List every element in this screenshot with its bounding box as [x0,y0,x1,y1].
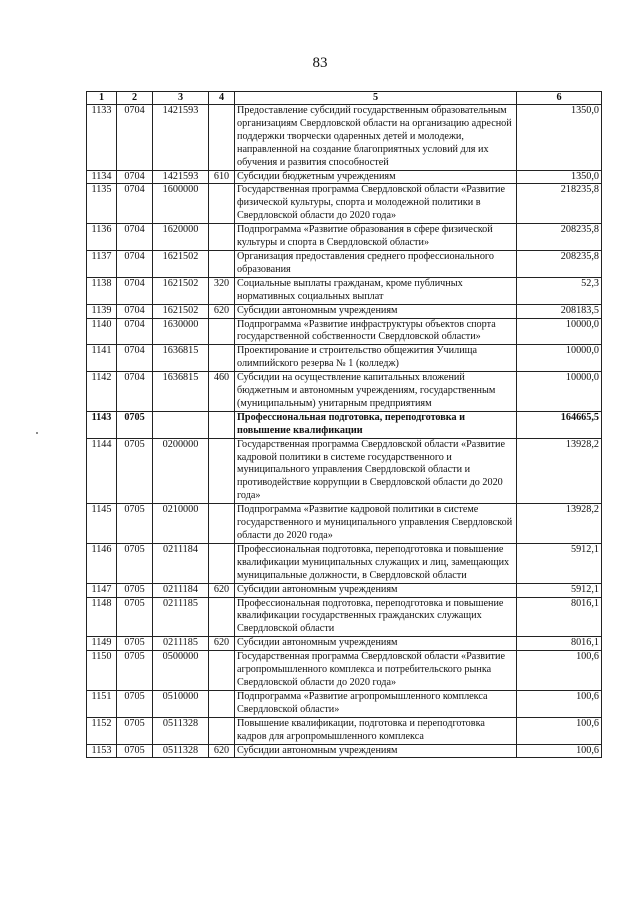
amount: 100,6 [517,690,602,717]
row-number: 1148 [87,597,117,637]
row-number: 1150 [87,651,117,691]
table-header-row [87,92,602,105]
table-body [87,105,602,758]
target-code: 0500000 [153,651,209,691]
amount: 10000,0 [517,372,602,412]
item-name: Подпрограмма «Развитие агропромышленного комплекса Свердловской области» [235,690,517,717]
section-code: 0705 [117,744,153,758]
table-row [87,170,602,184]
row-number: 1138 [87,277,117,304]
amount: 10000,0 [517,318,602,345]
row-number: 1153 [87,744,117,758]
item-name: Организация предоставления среднего профессионального образования [235,250,517,277]
item-name: Государственная программа Свердловской области «Развитие агропромышленного комплекса и потребительского рынка Свердловской области до 2020 года» [235,651,517,691]
expense-type [209,597,235,637]
table-row [87,744,602,758]
table-row [87,637,602,651]
expense-type: 320 [209,277,235,304]
page-number: 83 [312,55,328,71]
target-code: 0210000 [153,504,209,544]
row-number: 1142 [87,372,117,412]
section-code: 0705 [117,411,153,438]
row-number: 1137 [87,250,117,277]
target-code: 1421593 [153,105,209,171]
expense-type [209,543,235,583]
row-number: 1152 [87,717,117,744]
expense-type [209,651,235,691]
header-col-1: 1 [87,92,117,105]
section-code: 0704 [117,345,153,372]
section-code: 0704 [117,184,153,224]
section-code: 0704 [117,372,153,412]
expense-type: 610 [209,170,235,184]
item-name: Предоставление субсидий государственным образовательным организациям Свердловской области на организацию адресной поддержки творчески одаренных детей и молодежи, направленной на создание благоприятных условий для их обучения и развития способностей [235,105,517,171]
item-name: Субсидии автономным учреждениям [235,583,517,597]
item-name: Субсидии автономным учреждениям [235,304,517,318]
expense-type [209,345,235,372]
table-row [87,277,602,304]
amount: 10000,0 [517,345,602,372]
table-row [87,318,602,345]
header-col-3: 3 [153,92,209,105]
table-row [87,504,602,544]
row-number: 1144 [87,438,117,504]
item-name: Подпрограмма «Развитие инфраструктуры объектов спорта государственной собственности Свердловской области» [235,318,517,345]
table-row [87,651,602,691]
row-number: 1135 [87,184,117,224]
header-col-4: 4 [209,92,235,105]
item-name: Субсидии на осуществление капитальных вложений бюджетным и автономным учреждениям, государственным (муниципальным) унитарным предприятиям [235,372,517,412]
header-col-6: 6 [517,92,602,105]
expense-type [209,717,235,744]
target-code: 0211184 [153,583,209,597]
amount: 1350,0 [517,105,602,171]
section-code: 0704 [117,170,153,184]
row-number: 1141 [87,345,117,372]
expense-type: 620 [209,583,235,597]
target-code: 1620000 [153,224,209,251]
row-number: 1139 [87,304,117,318]
section-code: 0705 [117,583,153,597]
section-code: 0705 [117,597,153,637]
expense-type: 620 [209,744,235,758]
header-col-5: 5 [235,92,517,105]
row-number: 1136 [87,224,117,251]
budget-table [86,91,602,758]
item-name: Субсидии бюджетным учреждениям [235,170,517,184]
table-row [87,543,602,583]
item-name: Подпрограмма «Развитие образования в сфере физической культуры и спорта в Свердловской области» [235,224,517,251]
amount: 13928,2 [517,438,602,504]
amount: 100,6 [517,651,602,691]
row-number: 1149 [87,637,117,651]
item-name: Социальные выплаты гражданам, кроме публичных нормативных социальных выплат [235,277,517,304]
amount: 5912,1 [517,583,602,597]
item-name: Субсидии автономным учреждениям [235,744,517,758]
item-name: Государственная программа Свердловской области «Развитие кадровой политики в системе государственного и муниципального управления Свердловской области и противодействие коррупции в Свердловской области до 2020 года» [235,438,517,504]
expense-type [209,250,235,277]
section-code: 0705 [117,637,153,651]
expense-type: 460 [209,372,235,412]
expense-type [209,318,235,345]
target-code: 1630000 [153,318,209,345]
target-code: 1621502 [153,277,209,304]
amount: 208183,5 [517,304,602,318]
target-code: 1621502 [153,250,209,277]
target-code: 0211185 [153,597,209,637]
target-code: 1600000 [153,184,209,224]
expense-type [209,411,235,438]
table-row [87,690,602,717]
target-code: 1636815 [153,345,209,372]
expense-type [209,224,235,251]
table-row [87,184,602,224]
item-name: Профессиональная подготовка, переподготовка и повышение квалификации муниципальных служащих и лиц, замещающих муниципальные должности, в Свердловской области [235,543,517,583]
amount: 1350,0 [517,170,602,184]
target-code: 1636815 [153,372,209,412]
item-name: Профессиональная подготовка, переподготовка и повышение квалификации [235,411,517,438]
amount: 208235,8 [517,224,602,251]
target-code: 1421593 [153,170,209,184]
amount: 164665,5 [517,411,602,438]
expense-type [209,690,235,717]
row-number: 1146 [87,543,117,583]
section-code: 0704 [117,105,153,171]
row-number: 1143 [87,411,117,438]
amount: 100,6 [517,717,602,744]
amount: 8016,1 [517,637,602,651]
section-code: 0704 [117,304,153,318]
table-row [87,597,602,637]
amount: 8016,1 [517,597,602,637]
table-row [87,105,602,171]
table-row [87,372,602,412]
item-name: Профессиональная подготовка, переподготовка и повышение квалификации государственных гражданских служащих Свердловской области [235,597,517,637]
amount: 100,6 [517,744,602,758]
target-code [153,411,209,438]
item-name: Проектирование и строительство общежития Училища олимпийского резерва № 1 (колледж) [235,345,517,372]
expense-type: 620 [209,304,235,318]
section-code: 0705 [117,543,153,583]
row-number: 1140 [87,318,117,345]
table-row [87,411,602,438]
amount: 208235,8 [517,250,602,277]
expense-type [209,184,235,224]
item-name: Повышение квалификации, подготовка и переподготовка кадров для агропромышленного комплекса [235,717,517,744]
amount: 13928,2 [517,504,602,544]
target-code: 0511328 [153,744,209,758]
row-number: 1145 [87,504,117,544]
table-row [87,250,602,277]
section-code: 0705 [117,690,153,717]
row-number: 1151 [87,690,117,717]
header-col-2: 2 [117,92,153,105]
section-code: 0704 [117,224,153,251]
section-code: 0705 [117,438,153,504]
amount: 52,3 [517,277,602,304]
item-name: Государственная программа Свердловской области «Развитие физической культуры, спорта и молодежной политики в Свердловской области до 2020 года» [235,184,517,224]
item-name: Субсидии автономным учреждениям [235,637,517,651]
expense-type [209,105,235,171]
target-code: 0200000 [153,438,209,504]
section-code: 0705 [117,504,153,544]
table-row [87,438,602,504]
section-code: 0705 [117,717,153,744]
target-code: 0510000 [153,690,209,717]
section-code: 0704 [117,277,153,304]
row-number: 1134 [87,170,117,184]
section-code: 0704 [117,318,153,345]
section-code: 0705 [117,651,153,691]
target-code: 0511328 [153,717,209,744]
table-row [87,583,602,597]
table-row [87,304,602,318]
target-code: 1621502 [153,304,209,318]
scan-artifact [36,432,38,434]
table-row [87,224,602,251]
table-row [87,717,602,744]
row-number: 1133 [87,105,117,171]
expense-type [209,438,235,504]
amount: 218235,8 [517,184,602,224]
table-row [87,345,602,372]
item-name: Подпрограмма «Развитие кадровой политики в системе государственного и муниципального управления Свердловской области до 2020 года» [235,504,517,544]
row-number: 1147 [87,583,117,597]
expense-type: 620 [209,637,235,651]
amount: 5912,1 [517,543,602,583]
section-code: 0704 [117,250,153,277]
target-code: 0211184 [153,543,209,583]
expense-type [209,504,235,544]
target-code: 0211185 [153,637,209,651]
